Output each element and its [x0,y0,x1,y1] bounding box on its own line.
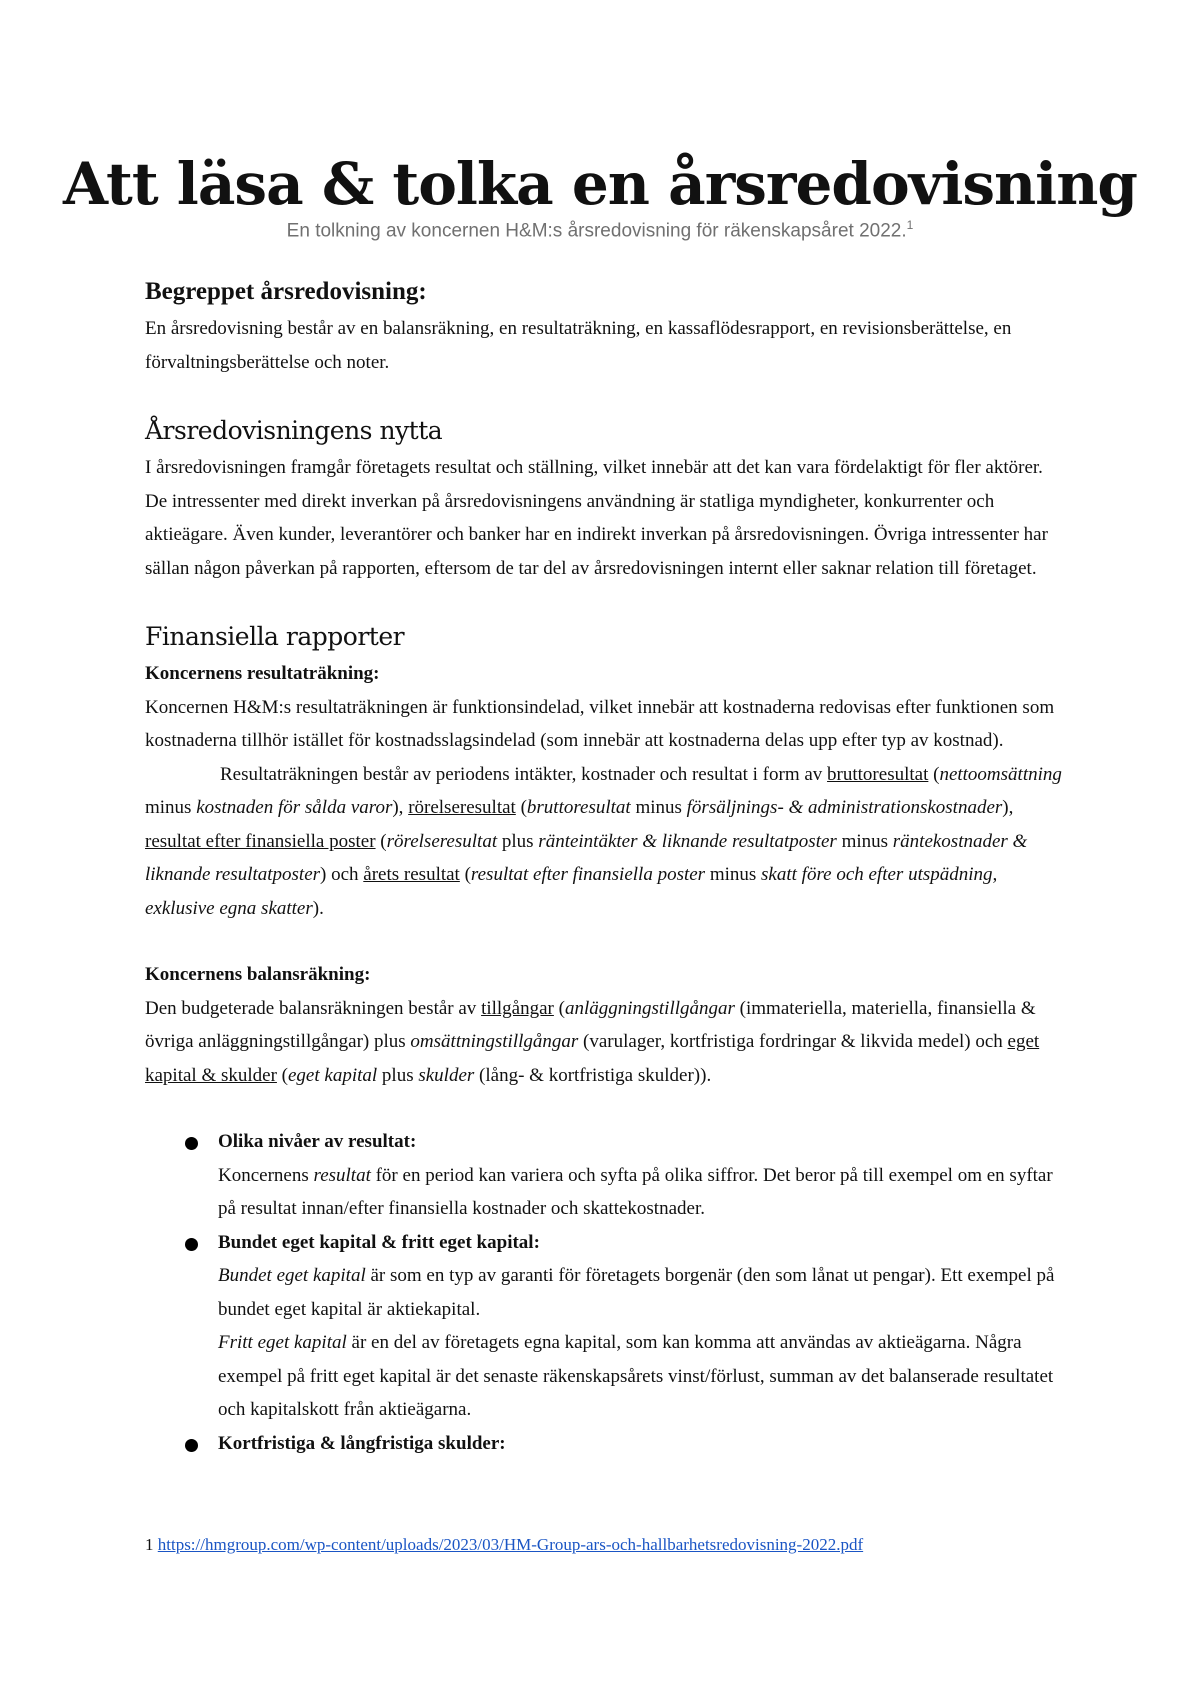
bullet-icon [185,1439,198,1452]
paragraph-resultatrakning-detail: Resultaträkningen består av periodens intäkter, kostnader och resultat i form av bruttoresultat (nettoomsättning minus kostnaden för sålda varor), rörelseresultat (bruttoresultat minus försäljnings- & administrationskostnader), resultat efter finansiella poster (rörelseresultat plus ränteintäkter & liknande resultatposter minus räntekostnader & liknande resultatposter) och årets resultat (resultat efter finansiella poster minus skatt före och efter utspädning, exklusive egna skatter). [145,763,1062,919]
section-heading-nytta: Årsredovisningens nytta [145,416,443,445]
paragraph-resultatrakning-intro: Koncernen H&M:s resultaträkningen är funktionsindelad, vilket innebär att kostnaderna redovisas efter funktionen som kostnaderna tillhör istället för kostnadsslagsindelad (som innebär att kostnaderna delas upp efter typ av kostnad). [145,696,1055,751]
bullet-icon [185,1137,198,1150]
list-item: Olika nivåer av resultat: Koncernens resultat för en period kan variera och syfta på olika siffror. Det beror på till exempel om en syftar på resultat innan/efter finansiella kostnader och skattekostnader. [145,1125,1065,1226]
subheading-resultatrakning: Koncernens resultaträkning: [145,663,380,684]
subtitle-text: En tolkning av koncernen H&M:s årsredovisning för räkenskapsåret 2022. [286,220,907,242]
bullet-heading: Bundet eget kapital & fritt eget kapital: [218,1231,540,1253]
term-tillgangar: tillgångar [481,997,554,1019]
bullet-icon [185,1238,198,1251]
document-body [145,272,1065,1460]
section-body-nytta: I årsredovisningen framgår företagets resultat och ställning, vilket innebär att det kan vara fördelaktigt för fler aktörer. De intressenter med direkt inverkan på årsredovisningens användning är statliga myndigheter, konkurrenter och aktieägare. Även kunder, leverantörer och banker har en indirekt inverkan på årsredovisningen. Övriga intressenter har sällan någon påverkan på rapporten, eftersom de tar del av årsredovisningen internt eller saknar relation till företaget. [145,457,1048,579]
term-eget-kapital-skulder: eget kapital & skulder [145,1031,1040,1086]
footnote-ref[interactable]: 1 [906,218,914,232]
page-title: Att läsa & tolka en årsredovisning [63,150,1137,218]
bullet-heading: Kortfristiga & långfristiga skulder: [218,1432,506,1454]
subheading-balansrakning: Koncernens balansräkning: [145,964,371,985]
term-bruttoresultat: bruttoresultat [827,763,929,785]
section-body-begreppet: En årsredovisning består av en balansräkning, en resultaträkning, en kassaflödesrapport, en revisionsberättelse, en förvaltningsberättelse och noter. [145,318,1012,373]
term-resultat-efter-finansiella-poster: resultat efter finansiella poster [145,830,376,852]
list-item [145,1427,1065,1461]
page-subtitle [0,218,1200,242]
paragraph-balansrakning: Den budgeterade balansräkningen består av tillgångar (anläggningstillgångar (immateriella, materiella, finansiella & övriga anläggningstillgångar) plus omsättningstillgångar (varulager, kortfristiga fordringar & likvida medel) och eget kapital & skulder (eget kapital plus skulder (lång- & kortfristiga skulder)). [145,997,1040,1086]
term-rorelseresultat: rörelseresultat [408,797,516,818]
list-item: Bundet eget kapital & fritt eget kapital: Bundet eget kapital är som en typ av garanti för företagets borgenär (den som lånat ut pengar). Ett exempel på bundet eget kapital är aktiekapital. Fritt eget kapital är en del av företagets egna kapital, som kan komma att användas av aktieägarna. Några exempel på fritt eget kapital är det senaste räkenskapsårets vinst/förlust, summan av det balanserade resultatet och kapitalskott från aktieägarna. [145,1226,1065,1427]
footnote [145,1535,863,1555]
bullet-heading: Olika nivåer av resultat: [218,1131,417,1152]
footnote-link[interactable]: https://hmgroup.com/wp-content/uploads/2023/03/HM-Group-ars-och-hallbarhetsredovisning-2022.pdf [157,1535,864,1554]
footnote-number: 1 [145,1535,154,1554]
section-heading-begreppet: Begreppet årsredovisning: [145,278,427,305]
section-heading-finansiella: Finansiella rapporter [145,622,405,651]
term-arets-resultat: årets resultat [363,864,460,885]
bullet-list [145,1125,1065,1460]
